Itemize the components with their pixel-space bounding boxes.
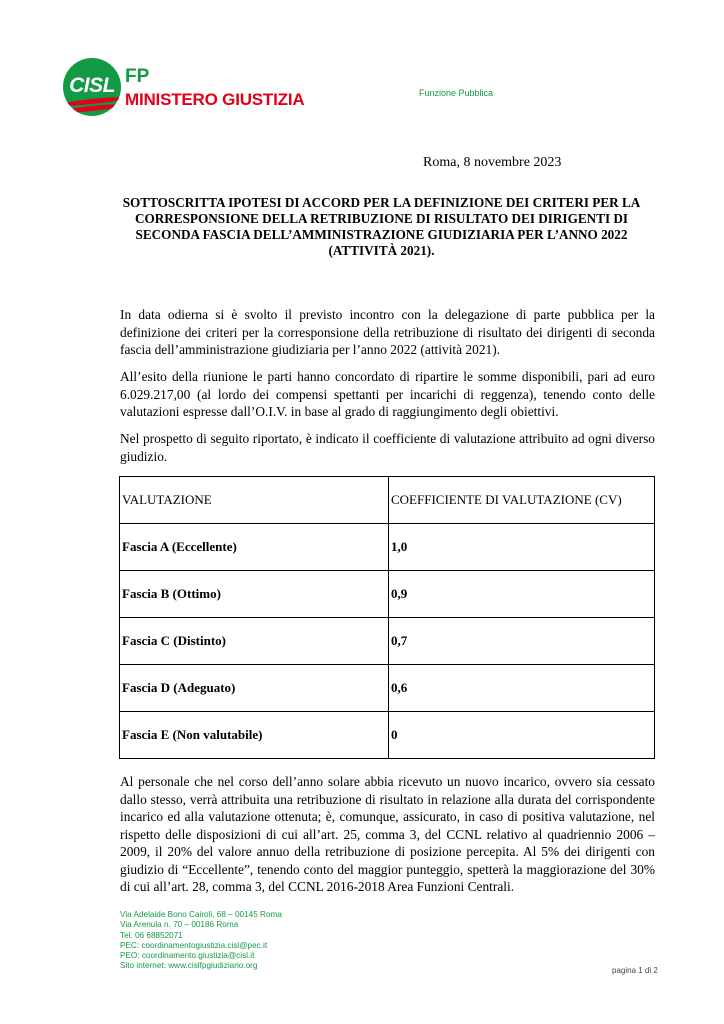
table-cell-coefficient: 0,9 (389, 571, 655, 618)
table-row (120, 712, 655, 759)
document-title: SOTTOSCRITTA IPOTESI DI ACCORD PER LA DEFINIZIONE DEI CRITERI PER LA CORRESPONSIONE DELLA RETRIBUZIONE DI RISULTATO DEI DIRIGENTI DI SECONDA FASCIA DELL’AMMINISTRAZIONE GIUDIZIARIA PER L’ANNO 2022 (ATTIVITÀ 2021). (122, 195, 641, 258)
table-cell-fascia: Fascia C (Distinto) (120, 618, 389, 665)
table-cell-coefficient: 0,7 (389, 618, 655, 665)
footer-contacts (120, 910, 282, 972)
footer-address-1: Via Adelaide Bono Cairoli, 68 – 00145 Roma (120, 910, 282, 919)
table-header-row (120, 477, 655, 524)
table-cell-fascia: Fascia E (Non valutabile) (120, 712, 389, 759)
table-cell-fascia: Fascia A (Eccellente) (120, 524, 389, 571)
logo-cisl-text: CISL (69, 74, 115, 97)
logo-fp-text: FP (125, 66, 150, 87)
table-row (120, 665, 655, 712)
table-cell-fascia: Fascia D (Adeguato) (120, 665, 389, 712)
table-cell-coefficient: 1,0 (389, 524, 655, 571)
table-cell-coefficient: 0 (389, 712, 655, 759)
table-row (120, 618, 655, 665)
table-cell-coefficient: 0,6 (389, 665, 655, 712)
cisl-logo-emblem (63, 58, 121, 116)
table-cell-fascia: Fascia B (Ottimo) (120, 571, 389, 618)
paragraph-prospetto: Nel prospetto di seguito riportato, è indicato il coefficiente di valutazione attribuito ad ogni diverso giudizio. (120, 431, 655, 464)
coefficient-table (119, 476, 655, 759)
footer-phone: Tel. 06 68852071 (120, 930, 183, 940)
table-row (120, 524, 655, 571)
logo-ministero-text: MINISTERO GIUSTIZIA (125, 90, 305, 109)
paragraph-incarico: Al personale che nel corso dell’anno solare abbia ricevuto un nuovo incarico, ovvero sia cessato dallo stesso, verrà attribuita una retribuzione di risultato in relazione alla durata del corrispondente incarico ed alla valutazione ottenuta; è, comunque, assicurato, in caso di positiva valutazione, nel rispetto delle disposizioni di cui all’art. 25, comma 3, del CCNL relativo al quadriennio 2006 – 2009, il 20% del valore annuo della retribuzione di posizione percepita. Al 5% dei dirigenti con giudizio di “Eccellente”, tenendo conto del maggior punteggio, spetterà la maggiorazione del 30% di cui all’art. 28, comma 3, del CCNL 2016-2018 Area Funzioni Centrali. (120, 774, 655, 894)
paragraph-esito: All’esito della riunione le parti hanno concordato di ripartire le somme disponibili, pari ad euro 6.029.217,00 (al lordo dei compensi spettanti per incarichi di reggenza), tenendo conto delle valutazioni espresse dall’O.I.V. in base al grado di raggiungimento degli obiettivi. (120, 369, 655, 419)
table-header-cell: COEFFICIENTE DI VALUTAZIONE (CV) (389, 477, 655, 524)
document-date: Roma, 8 novembre 2023 (423, 155, 562, 170)
cisl-fp-logo (63, 58, 305, 130)
header-funzione-pubblica: Funzione Pubblica (419, 88, 494, 98)
footer-pec: PEC: coordinamentogiustizia.cisl@pec.it (120, 940, 268, 950)
footer-peo: PEO: coordinamento.giustizia@cisl.it (120, 951, 255, 961)
table-row (120, 571, 655, 618)
footer-address-2: Via Arenula n. 70 – 00186 Roma (120, 920, 239, 930)
paragraph-intro: In data odierna si è svolto il previsto incontro con la delegazione di parte pubblica per la definizione dei criteri per la corresponsione della retribuzione di risultato dei dirigenti di seconda fascia dell’amministrazione giudiziaria per l’anno 2022 (attività 2021). (120, 307, 655, 357)
table-header-cell: VALUTAZIONE (120, 477, 389, 524)
page-number: pagina 1 di 2 (612, 966, 658, 975)
footer-website: Sito internet: www.cislfpgiudiziario.org (120, 961, 258, 971)
